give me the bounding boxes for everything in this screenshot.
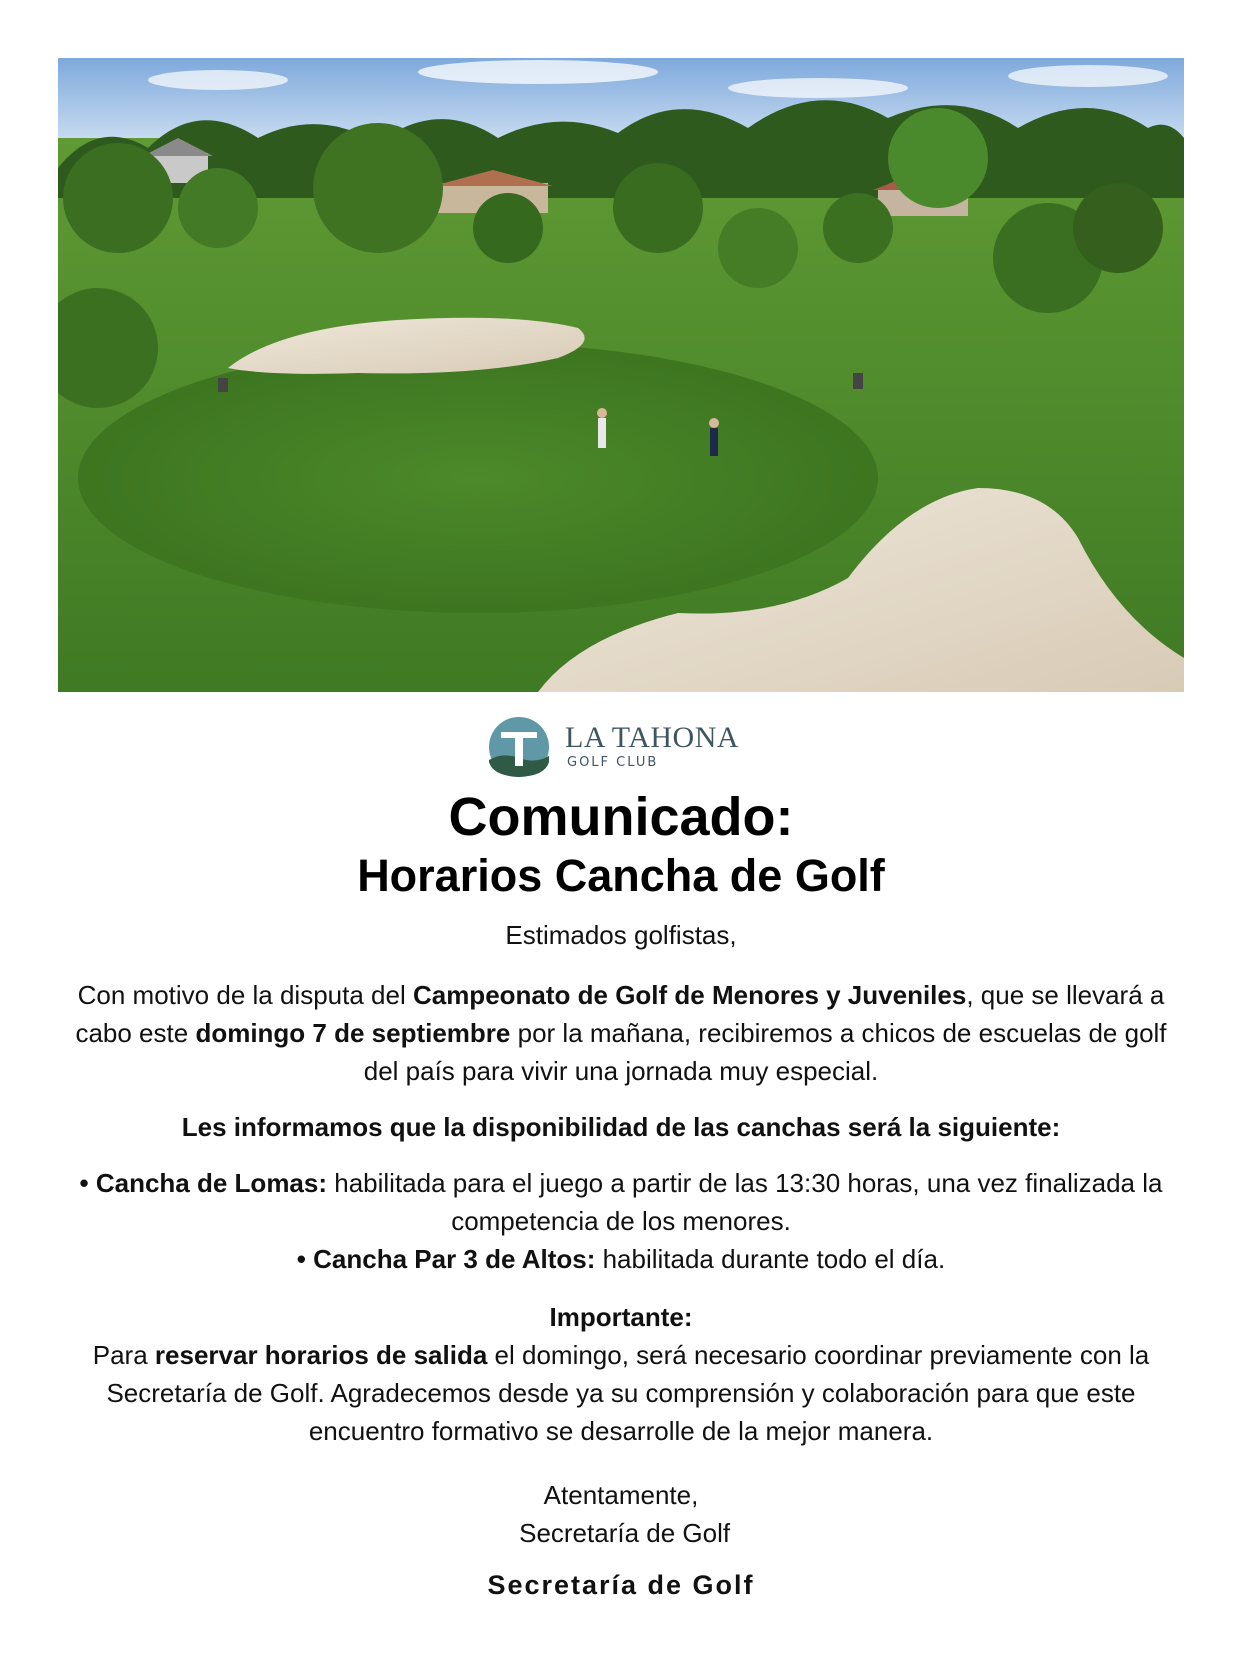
event-date: domingo 7 de septiembre: [195, 1018, 511, 1048]
course-item-lomas: [58, 1164, 1184, 1240]
important-paragraph: [58, 1336, 1184, 1450]
closing-line-1: Atentamente,: [543, 1480, 699, 1510]
course-name: Cancha Par 3 de Altos:: [313, 1244, 596, 1274]
page-title: Comunicado:: [448, 787, 794, 847]
page-subtitle: Horarios Cancha de Golf: [357, 850, 885, 901]
important-highlight: reservar horarios de salida: [154, 1340, 488, 1370]
greeting: Estimados golfistas,: [505, 920, 737, 950]
intro-text-1: Con motivo de la disputa del: [77, 980, 413, 1010]
availability-heading: Les informamos que la disponibilidad de las canchas será la siguiente:: [181, 1112, 1061, 1142]
logo-name: LA TAHONA: [565, 721, 740, 754]
la-tahona-logo: [483, 716, 739, 778]
bullet-mark: •: [79, 1168, 96, 1198]
logo-subtitle: GOLF CLUB: [567, 755, 659, 770]
announcement: [58, 786, 1184, 1604]
logo-mark-icon: [483, 716, 555, 778]
closing-line-2: Secretaría de Golf: [511, 1518, 731, 1548]
course-item-altos: [58, 1240, 1184, 1278]
intro-text-2: , que se llevará a cabo este: [75, 980, 1165, 1048]
bullet-mark: •: [296, 1244, 314, 1274]
course-list: [58, 1164, 1184, 1278]
intro-text-3: por la mañana, recibiremos a chicos de escuelas de golf del país para vivir una jornada muy especial.: [363, 1018, 1167, 1086]
golf-course-illustration: [58, 58, 1184, 692]
signature: Secretaría de Golf: [487, 1570, 755, 1600]
course-detail: habilitada durante todo el día.: [595, 1244, 946, 1274]
important-text-1: Para: [92, 1340, 155, 1370]
important-text-2: el domingo, será necesario coordinar previamente con la Secretaría de Golf. Agradecemos desde ya su comprensión y colaboración para que este encuentro formativo se desarrolle de la mejor manera.: [106, 1340, 1150, 1446]
intro-paragraph: [58, 976, 1184, 1090]
closing: [58, 1476, 1184, 1552]
course-name: Cancha de Lomas:: [95, 1168, 328, 1198]
championship-name: Campeonato de Golf de Menores y Juveniles: [412, 980, 967, 1010]
golf-course-photo: [58, 58, 1184, 692]
course-detail: habilitada para el juego a partir de las 13:30 horas, una vez finalizada la competencia de los menores.: [327, 1168, 1163, 1236]
important-title: Importante:: [549, 1302, 693, 1332]
